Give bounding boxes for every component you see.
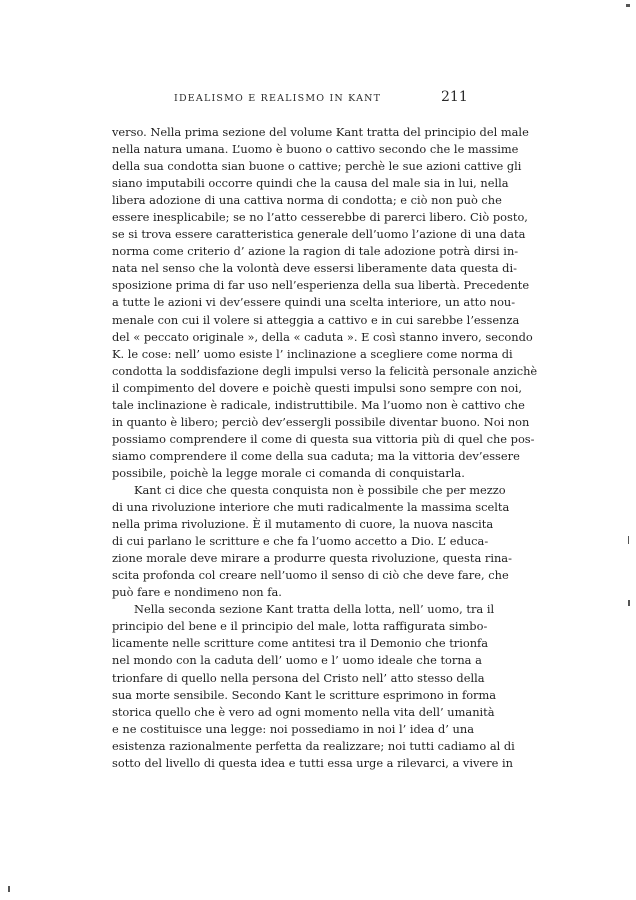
text-line: Nella seconda sezione Kant tratta della lotta, nell’ uomo, tra il (134, 602, 495, 617)
text-line: essere inesplicabile; se no l’atto cesserebbe di parerci libero. Ciò posto, (112, 210, 528, 225)
text-line: siano imputabili occorre quindi che la causa del male sia in lui, nella (112, 176, 509, 191)
text-line: se si trova essere caratteristica generale dell’uomo l’azione di una data (112, 227, 526, 242)
page-number: 211 (441, 89, 468, 105)
text-line: sposizione prima di far uso nell’esperienza della sua libertà. Precedente (112, 278, 530, 293)
body-text (112, 124, 538, 772)
text-line: nata nel senso che la volontà deve essersi liberamente data questa di- (112, 261, 517, 276)
text-line: nella prima rivoluzione. È il mutamento di cuore, la nuova nascita (112, 517, 494, 532)
text-line: licamente nelle scritture come antitesi tra il Demonio che trionfa (112, 636, 489, 651)
text-line: di cui parlano le scritture e che fa l’uomo accetto a Dio. L’ educa- (112, 534, 489, 549)
text-line: menale con cui il volere si atteggia a cattivo e in cui sarebbe l’essenza (112, 312, 520, 327)
text-line: condotta la soddisfazione degli impulsi verso la felicità personale anzichè (112, 363, 538, 378)
scan-speck (628, 600, 630, 606)
text-line: esistenza razionalmente perfetta da realizzare; noi tutti cadiamo al di (112, 738, 515, 753)
scan-speck (626, 4, 630, 7)
text-line: sua morte sensibile. Secondo Kant le scritture esprimono in forma (112, 687, 497, 702)
text-line: scita profonda col creare nell’uomo il senso di ciò che deve fare, che (112, 568, 509, 583)
text-line: può fare e nondimeno non fa. (112, 585, 282, 600)
text-line: in quanto è libero; perciò dev’essergli possibile diventar buono. Noi non (112, 414, 530, 429)
text-line: libera adozione di una cattiva norma di condotta; e ciò non può che (112, 193, 502, 208)
text-line: trionfare di quello nella persona del Cristo nell’ atto stesso della (112, 670, 485, 685)
text-line: tale inclinazione è radicale, indistruttibile. Ma l’uomo non è cattivo che (112, 397, 525, 412)
scan-speck (628, 536, 629, 544)
text-line: di una rivoluzione interiore che muti radicalmente la massima scelta (112, 500, 510, 515)
text-line: a tutte le azioni vi dev’essere quindi una scelta interiore, un atto nou- (112, 295, 516, 310)
text-line: K. le cose: nell’ uomo esiste l’ inclinazione a scegliere come norma di (112, 346, 513, 361)
text-line: sotto del livello di questa idea e tutti essa urge a rilevarci, a vivere in (112, 755, 513, 770)
text-line: Kant ci dice che questa conquista non è possibile che per mezzo (134, 482, 506, 497)
text-line: e ne costituisce una legge: noi possediamo in noi l’ idea d’ una (112, 721, 474, 736)
text-line: della sua condotta sian buone o cattive; perchè le sue azioni cattive gli (112, 159, 522, 174)
text-line: verso. Nella prima sezione del volume Kant tratta del principio del male (112, 125, 529, 139)
text-line: principio del bene e il principio del male, lotta raffigurata simbo- (112, 619, 488, 634)
text-line: storica quello che è vero ad ogni momento nella vita dell’ umanità (112, 704, 495, 719)
text-line: nella natura umana. L’uomo è buono o cattivo secondo che le massime (112, 142, 519, 157)
running-title: IDEALISMO E REALISMO IN KANT (174, 93, 382, 104)
text-line: il compimento del dovere e poichè questi impulsi sono sempre con noi, (112, 380, 523, 395)
text-line: zione morale deve mirare a produrre questa rivoluzione, questa rina- (112, 551, 512, 566)
text-line: possiamo comprendere il come di questa sua vittoria più di quel che pos- (112, 431, 535, 446)
text-line: del « peccato originale », della « caduta ». E così stanno invero, secondo (112, 329, 533, 344)
text-line: possibile, poichè la legge morale ci comanda di conquistarla. (112, 465, 465, 480)
scan-speck (8, 886, 10, 892)
text-line: norma come criterio d’ azione la ragion di tale adozione potrà dirsi in- (112, 244, 519, 259)
text-line: nel mondo con la caduta dell’ uomo e l’ uomo ideale che torna a (112, 653, 482, 668)
text-line: siamo comprendere il come della sua caduta; ma la vittoria dev’essere (112, 448, 520, 463)
